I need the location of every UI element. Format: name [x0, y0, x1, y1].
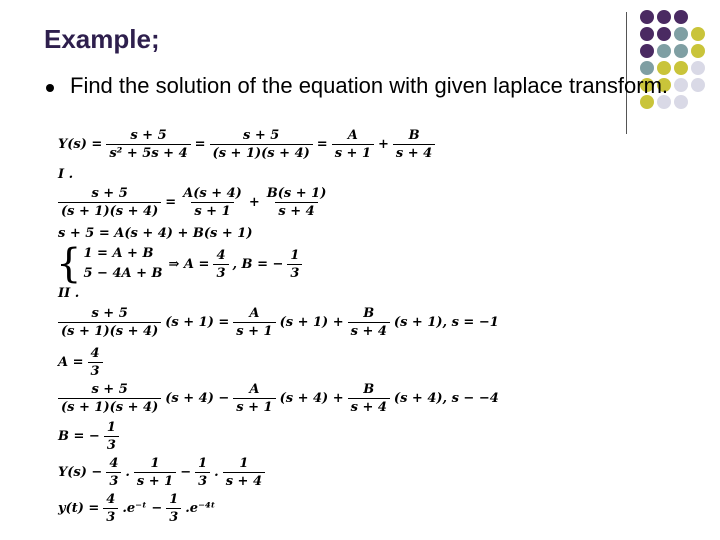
eq-text: (s + 4) + [279, 391, 344, 406]
denominator: s + 4 [275, 202, 317, 219]
fraction [210, 128, 313, 161]
eq-text: (s + 4) − [165, 391, 230, 406]
eq-line-1 [56, 128, 437, 161]
denominator: s + 1 [233, 398, 275, 415]
fraction [233, 382, 275, 415]
denominator: s + 4 [348, 398, 390, 415]
eq-text: . [125, 465, 130, 480]
fraction [223, 456, 265, 489]
numerator: s + 5 [91, 306, 128, 321]
fraction [166, 492, 181, 525]
decor-dot [691, 61, 705, 75]
eq-line-5 [56, 306, 501, 339]
eq-text: = [194, 137, 206, 152]
decor-dot [674, 78, 688, 92]
denominator: 3 [103, 508, 118, 525]
eq-text: 1 = A + B [83, 246, 154, 261]
fraction [348, 382, 390, 415]
eq-text: + [378, 137, 389, 152]
eq-text: Y(s) = [58, 137, 103, 152]
numerator: s + 5 [91, 382, 128, 397]
fraction [104, 420, 119, 453]
decor-dot [674, 27, 688, 41]
fraction [348, 306, 390, 339]
denominator: (s + 1)(s + 4) [58, 398, 161, 415]
eq-line-10 [56, 492, 217, 525]
numerator: 1 [150, 456, 160, 471]
eq-line-9 [56, 456, 267, 489]
numerator: 4 [109, 456, 119, 471]
numerator: B(s + 1) [266, 186, 327, 201]
denominator: s + 1 [134, 472, 176, 489]
denominator: s² + 5s + 4 [106, 144, 190, 161]
eq-text: (s + 1), s = −1 [393, 315, 499, 330]
eq-text: ⇒ A = [168, 256, 210, 272]
fraction [287, 248, 302, 281]
eq-line-6 [56, 346, 105, 379]
denominator: (s + 1)(s + 4) [58, 202, 161, 219]
brace-icon: { [56, 241, 82, 287]
fraction [58, 186, 161, 219]
denominator: 3 [166, 508, 181, 525]
bullet-text: Find the solution of the equation with given laplace transform. [70, 73, 669, 98]
denominator: 3 [213, 264, 228, 281]
denominator: (s + 1)(s + 4) [58, 322, 161, 339]
eq-line-2 [56, 186, 331, 219]
numerator: 1 [198, 456, 208, 471]
fraction [88, 346, 103, 379]
fraction [103, 492, 118, 525]
denominator: 3 [287, 264, 302, 281]
decor-dot [674, 61, 688, 75]
denominator: s + 4 [348, 322, 390, 339]
eq-text: I . [58, 167, 74, 182]
decor-dot [640, 10, 654, 24]
eq-text: (s + 1) = [165, 315, 230, 330]
denominator: 3 [88, 362, 103, 379]
bullet-icon [46, 84, 54, 92]
decor-dot [691, 27, 705, 41]
fraction [213, 248, 228, 281]
numerator: A(s + 4) [183, 186, 242, 201]
fraction [106, 456, 121, 489]
eq-text: (s + 1) + [279, 315, 344, 330]
fraction [233, 306, 275, 339]
eq-text: II . [58, 286, 80, 301]
eq-text: (s + 4), s − −4 [393, 391, 499, 406]
eq-text: A = [58, 355, 84, 370]
numerator: A [249, 382, 260, 397]
denominator: 3 [104, 436, 119, 453]
fraction [180, 186, 245, 219]
numerator: 1 [106, 420, 116, 435]
numerator: s + 5 [243, 128, 280, 143]
numerator: 4 [90, 346, 100, 361]
eq-text: − [180, 465, 192, 480]
eq-text: s + 5 = A(s + 4) + B(s + 1) [58, 226, 253, 241]
denominator: s + 1 [233, 322, 275, 339]
numerator: 1 [169, 492, 179, 507]
eq-text: = [316, 137, 328, 152]
decor-dot [691, 78, 705, 92]
case-label-2 [56, 286, 81, 301]
decor-dot [657, 27, 671, 41]
numerator: s + 5 [130, 128, 167, 143]
numerator: B [363, 306, 375, 321]
case-label-1 [56, 167, 75, 182]
eq-line-3 [56, 226, 255, 241]
decor-dot [657, 10, 671, 24]
numerator: 4 [216, 247, 226, 263]
fraction [393, 128, 435, 161]
eq-line-8 [56, 420, 121, 453]
eq-text: + [248, 195, 260, 210]
denominator: s + 4 [223, 472, 265, 489]
eq-line-4 [56, 241, 304, 287]
decor-dot [691, 44, 705, 58]
numerator: B [363, 382, 375, 397]
denominator: (s + 1)(s + 4) [210, 144, 313, 161]
fraction [134, 456, 176, 489]
equation-system [83, 244, 162, 284]
numerator: A [249, 306, 260, 321]
numerator: A [347, 128, 358, 143]
eq-text: B = − [58, 429, 100, 444]
numerator: s + 5 [91, 186, 128, 201]
eq-text: . [214, 465, 219, 480]
decor-dot [657, 44, 671, 58]
denominator: 3 [195, 472, 210, 489]
slide-title: Example; [44, 24, 160, 54]
numerator: 4 [106, 492, 116, 507]
denominator: s + 4 [393, 144, 435, 161]
fraction [106, 128, 190, 161]
denominator: 3 [106, 472, 121, 489]
numerator: 1 [239, 456, 249, 471]
eq-line-7 [56, 382, 501, 415]
decor-dot [674, 10, 688, 24]
denominator: s + 1 [191, 202, 233, 219]
fraction [264, 186, 330, 219]
decor-dot [640, 44, 654, 58]
denominator: s + 1 [332, 144, 374, 161]
numerator: B [408, 128, 420, 143]
fraction [332, 128, 374, 161]
eq-text: = [165, 195, 177, 210]
numerator: 1 [290, 247, 300, 263]
fraction [58, 306, 161, 339]
decor-dot [674, 44, 688, 58]
eq-text: .e⁻⁴ᵗ [185, 501, 216, 516]
eq-text: y(t) = [58, 501, 100, 516]
fraction [58, 382, 161, 415]
fraction [195, 456, 210, 489]
decor-dot [640, 27, 654, 41]
eq-text: Y(s) − [58, 465, 103, 480]
eq-text: .e⁻ᵗ − [122, 501, 163, 516]
eq-text: 5 − 4A + B [83, 266, 163, 281]
decor-dot [674, 95, 688, 109]
eq-text: , B = − [232, 256, 284, 272]
